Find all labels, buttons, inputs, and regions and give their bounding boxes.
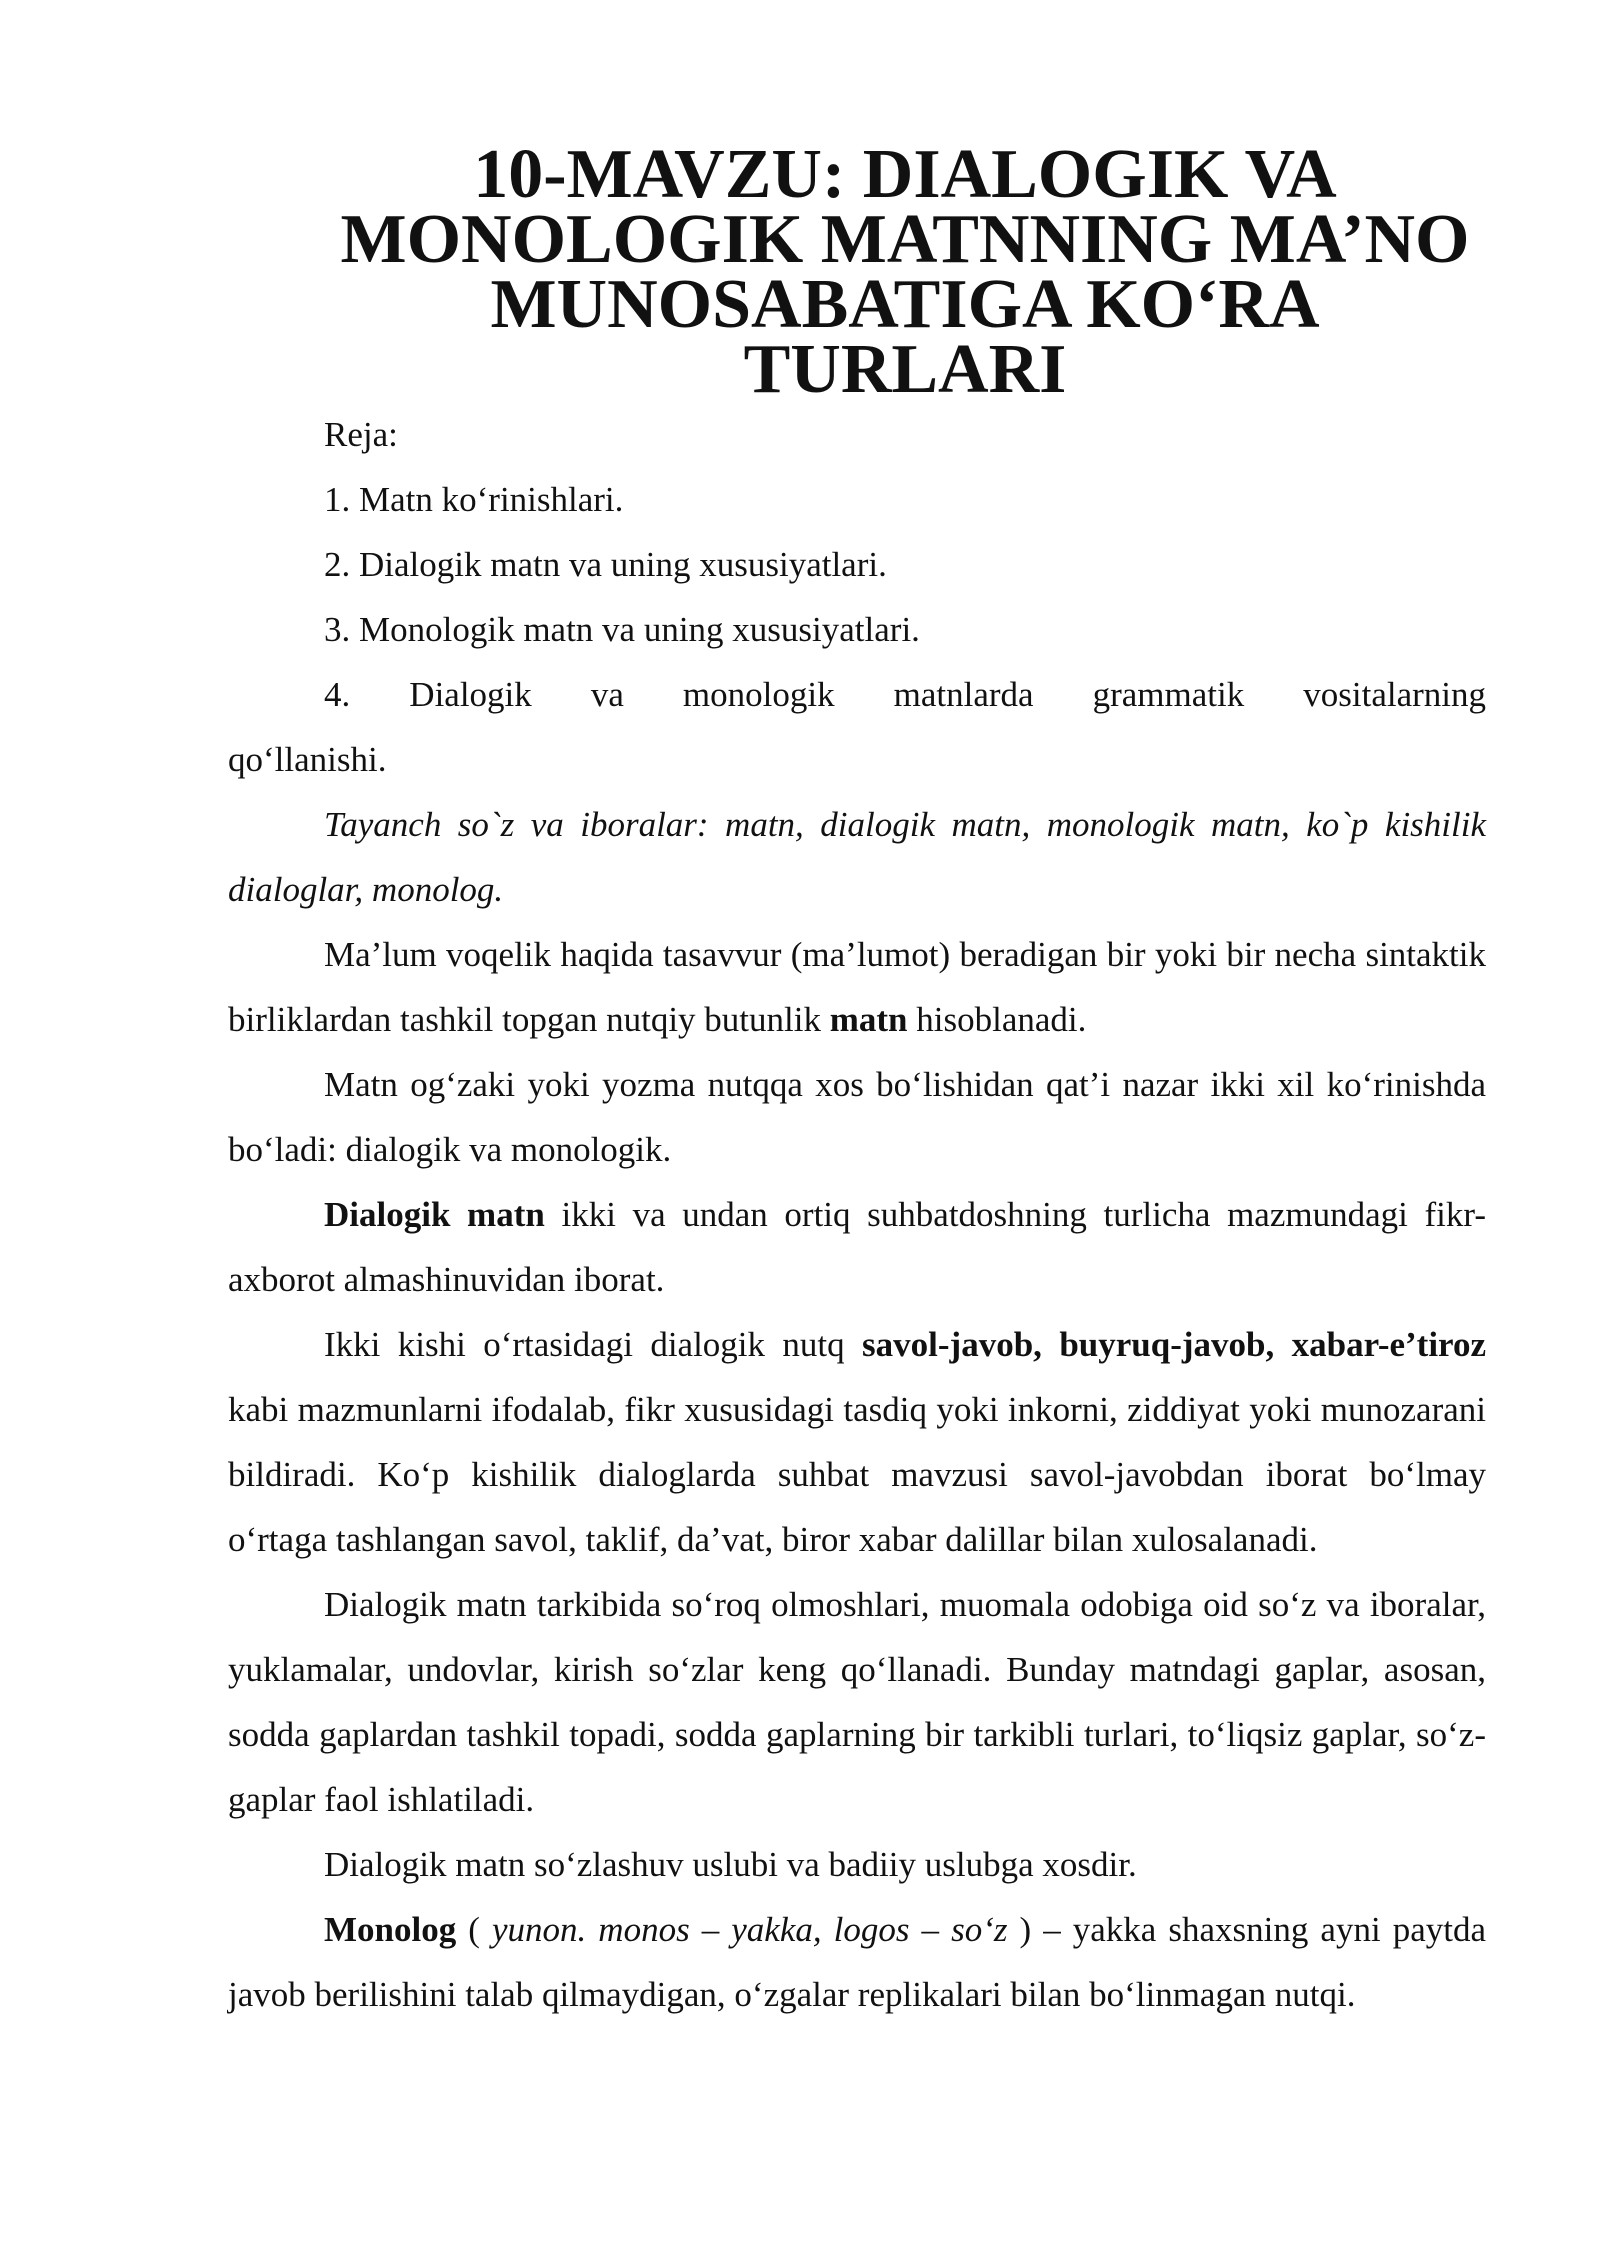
term-dialog-types: savol-javob, buyruq-javob, xabar-e’tiroz <box>862 1325 1486 1364</box>
term-monolog: Monolog <box>324 1910 457 1949</box>
keywords-paragraph <box>228 792 1486 922</box>
paragraph-dialogik-structure: Dialogik matn tarkibida so‘roq olmoshlari, muomala odobiga oid so‘z va iboralar, yuklamalar, undovlar, kirish so‘zlar keng qo‘llanadi. Bunday matndagi gaplar, asosan, sodda gaplardan tashkil topadi, sodda gaplarning bir tarkibli turlari, to‘liqsiz gaplar, so‘z-gaplar faol ishlatiladi. <box>228 1585 1486 1819</box>
paragraph-text: Ma’lum voqelik haqida tasavvur (ma’lumot) beradigan bir yoki bir necha sintaktik birliklardan tashkil topgan nutqiy butunlik <box>228 935 1486 1039</box>
paragraph-matn-definition <box>228 922 1486 1052</box>
plan-item-3: 3. Monologik matn va uning xususiyatlari. <box>324 610 920 649</box>
document-page <box>228 136 1486 2027</box>
document-title <box>228 136 1486 408</box>
plan-item-1: 1. Matn ko‘rinishlari. <box>324 480 624 519</box>
plan-label: Reja: <box>324 415 398 454</box>
title-line-1: 10-MAVZU: DIALOGIK VA MONOLOGIK MATNNING MA’NO <box>340 136 1470 278</box>
term-dialogik-matn: Dialogik matn <box>324 1195 545 1234</box>
plan-section <box>228 402 1486 792</box>
paragraph-text: Ikki kishi o‘rtasidagi dialogik nutq <box>324 1325 863 1364</box>
etymology-text: yunon. monos – yakka, logos – so‘z <box>491 1910 1008 1949</box>
paragraph-text: ikki va undan ortiq suhbatdoshning turlicha mazmundagi fikr-axborot almashinuvidan iborat. <box>228 1195 1486 1299</box>
paragraph-text: ) – yakka shaxsning ayni paytda javob berilishini talab qilmaydigan, o‘zgalar replikalari bilan bo‘linmagan nutqi. <box>228 1910 1486 2014</box>
paragraph-dialogik-content <box>228 1312 1486 1572</box>
paragraph-matn-types: Matn og‘zaki yoki yozma nutqqa xos bo‘lishidan qat’i nazar ikki xil ko‘rinishda bo‘ladi: dialogik va monologik. <box>228 1065 1486 1169</box>
paragraph-dialogik-style: Dialogik matn so‘zlashuv uslubi va badiiy uslubga xosdir. <box>324 1845 1137 1884</box>
paragraph-monolog-definition <box>228 1897 1486 2027</box>
paragraph-text: hisoblanadi. <box>907 1000 1087 1039</box>
title-line-2: MUNOSABATIGA KO‘RA TURLARI <box>490 266 1320 408</box>
plan-item-2: 2. Dialogik matn va uning xususiyatlari. <box>324 545 887 584</box>
plan-item-4-continued: qo‘llanishi. <box>228 740 387 779</box>
paragraph-text: ( <box>456 1910 492 1949</box>
paragraph-dialogik-definition <box>228 1182 1486 1312</box>
term-matn: matn <box>829 1000 908 1039</box>
keywords-text: Tayanch so`z va iboralar: matn, dialogik matn, monologik matn, ko`p kishilik dialoglar, monolog. <box>228 805 1486 909</box>
plan-item-4: 4. Dialogik va monologik matnlarda grammatik vositalarning <box>324 675 1486 714</box>
paragraph-text: kabi mazmunlarni ifodalab, fikr xususidagi tasdiq yoki inkorni, ziddiyat yoki munozarani bildiradi. Ko‘p kishilik dialoglarda suhbat mavzusi savol-javobdan iborat bo‘lmay o‘rtaga tashlangan savol, taklif, da’vat, biror xabar dalillar bilan xulosalanadi. <box>228 1390 1486 1559</box>
